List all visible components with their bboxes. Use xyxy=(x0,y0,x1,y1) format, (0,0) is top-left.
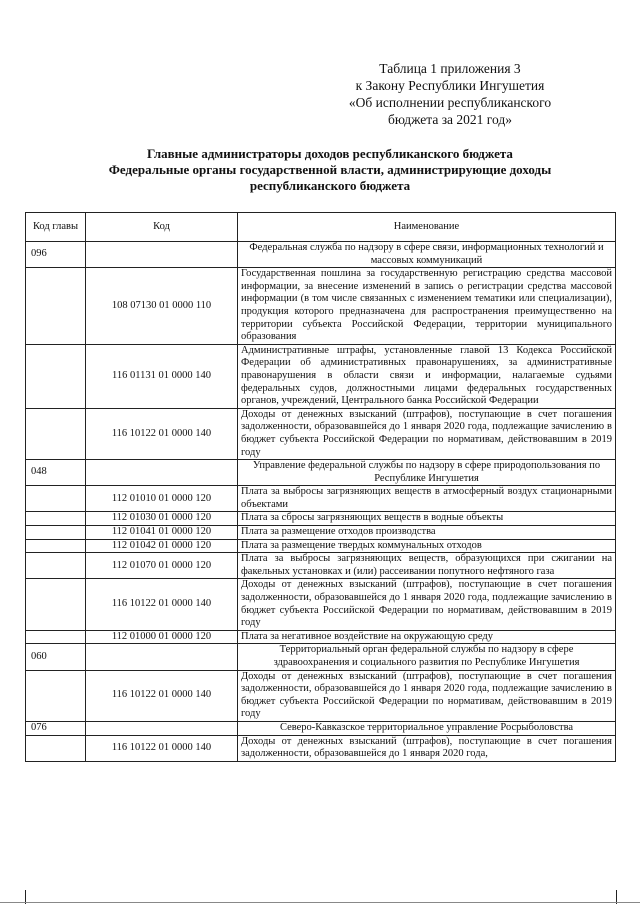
table-row xyxy=(26,242,616,268)
header-name: Наименование xyxy=(238,213,616,242)
table-row xyxy=(26,486,616,512)
revenue-code-cell: 108 07130 01 0000 110 xyxy=(86,268,238,345)
header-chapter-code: Код главы xyxy=(26,213,86,242)
revenue-name-cell: Доходы от денежных взысканий (штрафов), поступающие в счет погашения задолженности, образовавшейся до 1 января 2020 года, подлежащие зачислению в бюджет субъекта Российской Федерации по нормативам, действовавшим в 2019 году xyxy=(238,670,616,721)
table-body xyxy=(26,242,616,762)
table-row xyxy=(26,512,616,526)
revenue-code-cell: 116 10122 01 0000 140 xyxy=(86,735,238,761)
revenue-code-cell xyxy=(86,242,238,268)
caption-line: «Об исполнении республиканского xyxy=(348,95,552,110)
revenue-code-cell: 112 01041 01 0000 120 xyxy=(86,526,238,540)
table-row xyxy=(26,408,616,459)
table-row xyxy=(26,721,616,735)
table-row xyxy=(26,268,616,345)
table-row xyxy=(26,344,616,408)
chapter-code-cell xyxy=(26,670,86,721)
revenue-name-cell: Плата за размещение отходов производства xyxy=(238,526,616,540)
document-heading xyxy=(60,146,600,194)
revenue-code-cell: 116 10122 01 0000 140 xyxy=(86,408,238,459)
revenue-name-cell: Доходы от денежных взысканий (штрафов), поступающие в счет погашения задолженности, образовавшейся до 1 января 2020 года, подлежащие зачислению в бюджет субъекта Российской Федерации по нормативам, действовавшим в 2019 году xyxy=(238,408,616,459)
chapter-code-cell xyxy=(26,526,86,540)
revenue-name-cell: Управление федеральной службы по надзору в сфере природопользования по Республике Ингушетия xyxy=(238,460,616,486)
table-row xyxy=(26,630,616,644)
table-header-row xyxy=(26,213,616,242)
revenue-code-cell: 116 10122 01 0000 140 xyxy=(86,670,238,721)
revenue-name-cell: Доходы от денежных взысканий (штрафов), поступающие в счет погашения задолженности, образовавшейся до 1 января 2020 года, подлежащие зачислению в бюджет субъекта Российской Федерации по нормативам, действовавшим в 2019 году xyxy=(238,579,616,630)
table-row xyxy=(26,735,616,761)
chapter-code-cell xyxy=(26,486,86,512)
revenue-code-cell: 116 01131 01 0000 140 xyxy=(86,344,238,408)
chapter-code-cell: 096 xyxy=(26,242,86,268)
revenue-code-cell: 116 10122 01 0000 140 xyxy=(86,579,238,630)
revenue-code-cell xyxy=(86,721,238,735)
revenue-name-cell: Плата за негативное воздействие на окружающую среду xyxy=(238,630,616,644)
revenue-name-cell: Плата за выбросы загрязняющих веществ в атмосферный воздух стационарными объектами xyxy=(238,486,616,512)
heading-line: Федеральные органы государственной власти, администрирующие доходы xyxy=(108,162,552,177)
chapter-code-cell xyxy=(26,579,86,630)
chapter-code-cell xyxy=(26,408,86,459)
revenue-code-cell: 112 01010 01 0000 120 xyxy=(86,486,238,512)
header-code: Код xyxy=(86,213,238,242)
chapter-code-cell xyxy=(26,735,86,761)
table-row xyxy=(26,579,616,630)
table-row xyxy=(26,460,616,486)
chapter-code-cell: 076 xyxy=(26,721,86,735)
scan-edge-line xyxy=(0,902,640,903)
revenue-code-cell: 112 01042 01 0000 120 xyxy=(86,539,238,553)
heading-line: Главные администраторы доходов республиканского бюджета xyxy=(147,146,513,161)
revenue-name-cell: Доходы от денежных взысканий (штрафов), поступающие в счет погашения задолженности, образовавшейся до 1 января 2020 года, xyxy=(238,735,616,761)
chapter-code-cell xyxy=(26,512,86,526)
caption-line: к Закону Республики Ингушетия xyxy=(355,78,545,93)
table-row xyxy=(26,670,616,721)
table-caption xyxy=(315,60,585,128)
caption-line: Таблица 1 приложения 3 xyxy=(379,61,521,76)
chapter-code-cell xyxy=(26,630,86,644)
revenue-name-cell: Плата за сбросы загрязняющих веществ в водные объекты xyxy=(238,512,616,526)
heading-line: республиканского бюджета xyxy=(249,178,411,193)
caption-line: бюджета за 2021 год» xyxy=(388,112,512,127)
table-row xyxy=(26,553,616,579)
chapter-code-cell xyxy=(26,344,86,408)
chapter-code-cell xyxy=(26,268,86,345)
revenue-code-cell xyxy=(86,460,238,486)
revenue-name-cell: Территориальный орган федеральной службы по надзору в сфере здравоохранения и социального развития по Республике Ингушетия xyxy=(238,644,616,670)
revenue-name-cell: Плата за выбросы загрязняющих веществ, образующихся при сжигании на факельных установках и (или) рассеивании попутного нефтяного газа xyxy=(238,553,616,579)
revenue-code-cell: 112 01070 01 0000 120 xyxy=(86,553,238,579)
revenue-name-cell: Федеральная служба по надзору в сфере связи, информационных технологий и массовых коммуникаций xyxy=(238,242,616,268)
revenue-name-cell: Государственная пошлина за государственную регистрацию средства массовой информации, за внесение изменений в запись о регистрации средства массовой информации (в том числе связанных с изменением тематики или специализации), продукция которого предназначена для распространения преимущественно на территории субъекта Российской Федерации, территории муниципального образования xyxy=(238,268,616,345)
revenue-name-cell: Плата за размещение твердых коммунальных отходов xyxy=(238,539,616,553)
revenue-administrators-table xyxy=(25,212,616,762)
chapter-code-cell: 060 xyxy=(26,644,86,670)
table-row xyxy=(26,526,616,540)
revenue-name-cell: Северо-Кавказское территориальное управление Росрыболовства xyxy=(238,721,616,735)
chapter-code-cell xyxy=(26,553,86,579)
chapter-code-cell xyxy=(26,539,86,553)
revenue-code-cell xyxy=(86,644,238,670)
table-row xyxy=(26,644,616,670)
revenue-name-cell: Административные штрафы, установленные главой 13 Кодекса Российской Федерации об административных правонарушениях, за административные правонарушения в области связи и информации, налагаемые судьями федеральных судов, должностными лицами федеральных государственных органов, учреждений, Центрального банка Российской Федерации xyxy=(238,344,616,408)
revenue-code-cell: 112 01030 01 0000 120 xyxy=(86,512,238,526)
chapter-code-cell: 048 xyxy=(26,460,86,486)
table-row xyxy=(26,539,616,553)
revenue-code-cell: 112 01000 01 0000 120 xyxy=(86,630,238,644)
